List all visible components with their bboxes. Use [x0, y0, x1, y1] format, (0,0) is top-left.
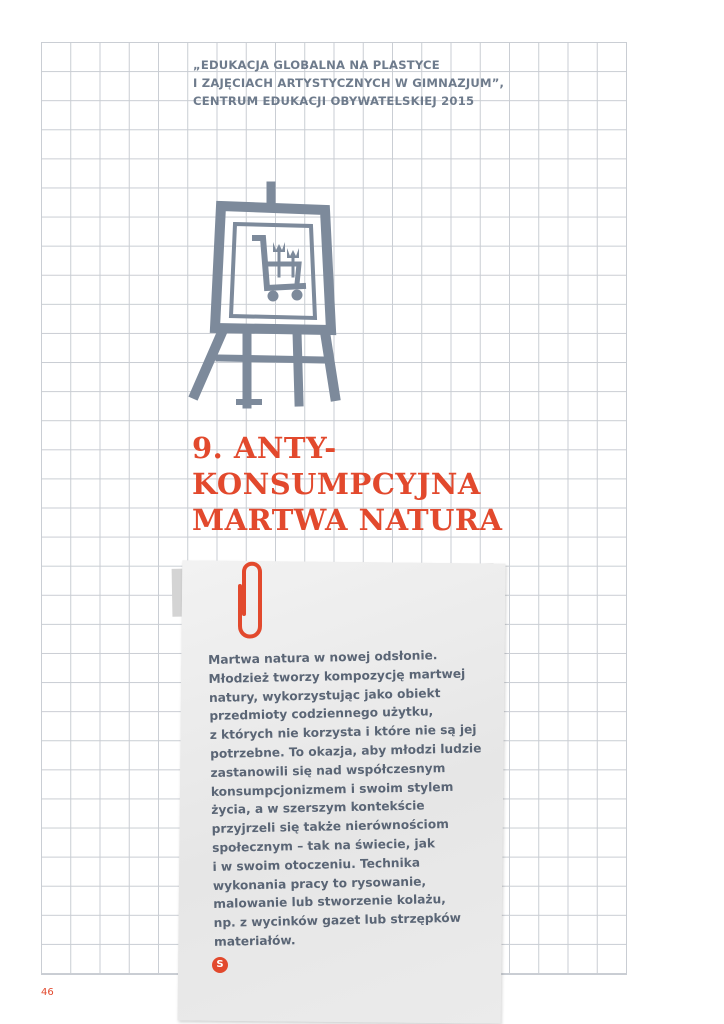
paperclip-icon	[234, 556, 270, 644]
text-line: np. z wycinków gazet lub strzępków	[213, 910, 462, 931]
text-line: Martwa natura w nowej odsłonie.	[208, 648, 438, 667]
text-line: i w swoim otoczeniu. Technika	[212, 855, 421, 874]
easel-with-shopping-cart-and-flowers-icon	[185, 180, 355, 415]
text-line: przyjrzeli się także nierównościom	[211, 817, 449, 837]
text-line: materiałów.	[213, 933, 296, 949]
text-line: zastanowili się nad współczesnym	[210, 760, 446, 780]
citation-line: „EDUKACJA GLOBALNA NA PLASTYCE	[193, 58, 440, 72]
text-line: natury, wykorzystując jako obiekt	[208, 685, 441, 705]
description-text	[208, 645, 504, 952]
text-line: konsumpcjonizmem i swoim stylem	[210, 779, 454, 799]
text-line: z których nie korzysta i które nie są jej	[209, 722, 477, 743]
title-line: MARTWA NATURA	[192, 503, 503, 537]
page-title	[192, 430, 592, 538]
section-badge: S	[212, 957, 228, 973]
page-number: 46	[41, 987, 54, 998]
title-line: KONSUMPCYJNA	[192, 467, 481, 501]
text-line: społecznym – tak na świecie, jak	[211, 836, 436, 855]
title-line: 9. ANTY-	[192, 431, 337, 465]
text-line: życia, a w szerszym kontekście	[211, 798, 425, 818]
text-line: Młodzież tworzy kompozycję martwej	[208, 666, 466, 686]
citation-line: CENTRUM EDUKACJI OBYWATELSKIEJ 2015	[193, 94, 475, 108]
text-line: malowanie lub stworzenie kolażu,	[213, 892, 446, 912]
text-line: potrzebne. To okazja, aby młodzi ludzie	[210, 741, 482, 761]
citation-line: I ZAJĘCIACH ARTYSTYCZNYCH W GIMNAZJUM”,	[193, 76, 505, 90]
text-line: przedmioty codziennego użytku,	[209, 704, 434, 724]
source-citation	[193, 56, 593, 110]
text-line: wykonania pracy to rysowanie,	[212, 874, 427, 893]
